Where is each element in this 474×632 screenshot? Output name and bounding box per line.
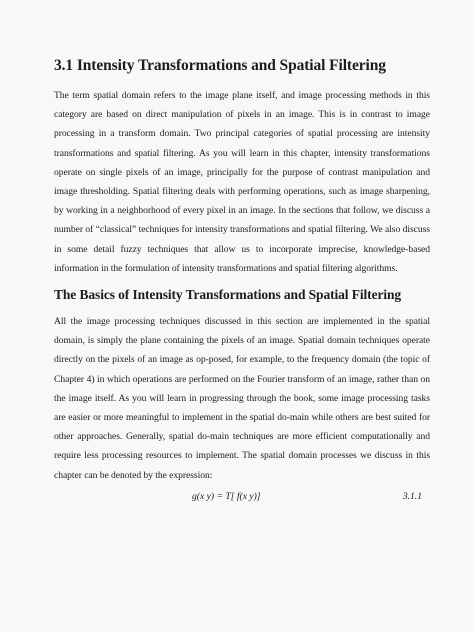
subsection-paragraph: All the image processing techniques discussed in this section are implemented in the spatial domain, is simply the plane containing the pixels of an image. Spatial domain techniques operate directly on the pixels of an image as op-posed, for example, to the frequency domain (the topic of Chapter 4) in which operations are performed on the Fourier transform of an image, rather than on the image itself. As you will learn in progressing through the book, some image processing tasks are easier or more meaningful to implement in the spatial do-main while others are best suited for other approaches. Generally, spatial do-main techniques are more efficient computationally and require less processing resources to implement. The spatial domain processes we discuss in this chapter can be denoted by the expression:	[54, 316, 430, 481]
section-title: 3.1 Intensity Transformations and Spatial Filtering	[54, 57, 386, 74]
equation: g(x y) = T[ f(x y)]	[192, 490, 261, 502]
equation-number: 3.1.1	[402, 490, 422, 502]
equation-row	[54, 487, 430, 511]
section-paragraph: The term spatial domain refers to the image plane itself, and image processing methods in this category are based on direct manipulation of pixels in an image. This is in contrast to image processing in a transform domain. Two principal categories of spatial processing are intensity transformations and spatial filtering. As you will learn in this chapter, intensity transformations operate on single pixels of an image, principally for the purpose of contrast manipulation and image thresholding. Spatial filtering deals with performing operations, such as image sharpening, by working in a neighborhood of every pixel in an image. In the sections that follow, we discuss a number of “classical” techniques for intensity transformations and spatial filtering. We also discuss in some detail fuzzy techniques that allow us to incorporate imprecise, knowledge-based information in the formulation of intensity transformations and spatial filtering algorithms.	[54, 90, 430, 274]
subsection-title: The Basics of Intensity Transformations and Spatial Filtering	[54, 287, 402, 303]
